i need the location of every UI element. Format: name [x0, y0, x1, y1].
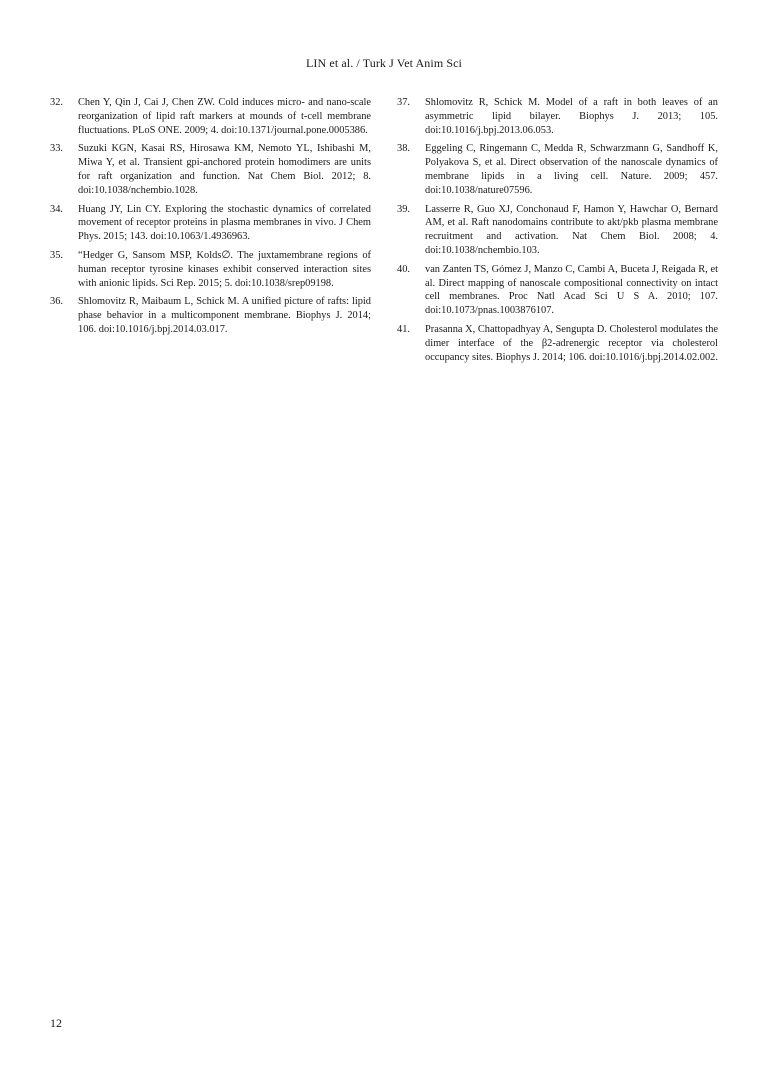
reference-text: Suzuki KGN, Kasai RS, Hirosawa KM, Nemoto YL, Ishibashi M, Miwa Y, et al. Transient gpi-anchored protein homodimers are units for raft organization and function. Nat Chem Biol. 2012; 8. doi:10.1038/nchembio.1028.	[78, 143, 371, 196]
reference-number: 32.	[50, 97, 63, 108]
reference-number: 35.	[50, 249, 63, 261]
page-number: 12	[50, 1016, 62, 1030]
reference-item	[50, 142, 371, 197]
running-header: LIN et al. / Turk J Vet Anim Sci	[306, 56, 462, 70]
reference-item	[397, 203, 718, 258]
reference-text: Prasanna X, Chattopadhyay A, Sengupta D. Cholesterol modulates the dimer interface of the β2-adrenergic receptor via cholesterol occupancy sites. Biophys J. 2014; 106. doi:10.1016/j.bpj.2014.02.002.	[425, 323, 718, 363]
reference-number: 36.	[50, 296, 63, 308]
reference-item	[397, 263, 718, 318]
reference-item	[50, 96, 371, 137]
reference-number: 39.	[397, 203, 410, 215]
reference-text: Shlomovitz R, Schick M. Model of a raft in both leaves of an asymmetric lipid bilayer. Biophys J. 2013; 105. doi:10.1016/j.bpj.2013.06.053.	[425, 97, 718, 136]
reference-number: 41.	[397, 323, 410, 335]
reference-item	[50, 295, 371, 336]
reference-text: “Hedger G, Sansom MSP, Kolds∅. The juxtamembrane regions of human receptor tyrosine kinases exhibit conserved interaction sites with anionic lipids. Sci Rep. 2015; 5. doi:10.1038/srep09198.	[78, 249, 371, 289]
reference-number: 40.	[397, 263, 410, 275]
reference-item	[50, 249, 371, 290]
reference-item	[397, 96, 718, 137]
reference-text: Lasserre R, Guo XJ, Conchonaud F, Hamon Y, Hawchar O, Bernard AM, et al. Raft nanodomains contribute to akt/pkb plasma membrane recruitment and activation. Nat Chem Biol. 2008; 4. doi:10.1038/nchembio.103.	[425, 203, 718, 256]
reference-text: van Zanten TS, Gómez J, Manzo C, Cambi A, Buceta J, Reigada R, et al. Direct mapping of nanoscale compositional connectivity on intact cell membranes. Proc Natl Acad Sci U S A. 2010; 107. doi:10.1073/pnas.1003876107.	[425, 263, 718, 317]
reference-number: 38.	[397, 143, 410, 155]
reference-text: Huang JY, Lin CY. Exploring the stochastic dynamics of correlated movement of receptor proteins in plasma membranes in vivo. J Chem Phys. 2015; 143. doi:10.1063/1.4936963.	[78, 203, 371, 243]
reference-number: 33.	[50, 143, 63, 155]
reference-number: 34.	[50, 203, 63, 215]
references-right-column	[397, 96, 718, 369]
reference-text: Chen Y, Qin J, Cai J, Chen ZW. Cold induces micro- and nano-scale reorganization of lipid raft markers at mounds of t-cell membrane fluctuations. PLoS ONE. 2009; 4. doi:10.1371/journal.pone.0005386.	[78, 97, 371, 136]
reference-number: 37.	[397, 97, 410, 108]
reference-item	[397, 323, 718, 364]
references-left-column	[50, 96, 371, 342]
reference-text: Shlomovitz R, Maibaum L, Schick M. A unified picture of rafts: lipid phase behavior in a multicomponent membrane. Biophys J. 2014; 106. doi:10.1016/j.bpj.2014.03.017.	[78, 296, 371, 335]
reference-item	[50, 203, 371, 244]
reference-text: Eggeling C, Ringemann C, Medda R, Schwarzmann G, Sandhoff K, Polyakova S, et al. Direct observation of the nanoscale dynamics of membrane lipids in a living cell. Nature. 2009; 457. doi:10.1038/nature07596.	[425, 143, 718, 196]
reference-item	[397, 142, 718, 197]
